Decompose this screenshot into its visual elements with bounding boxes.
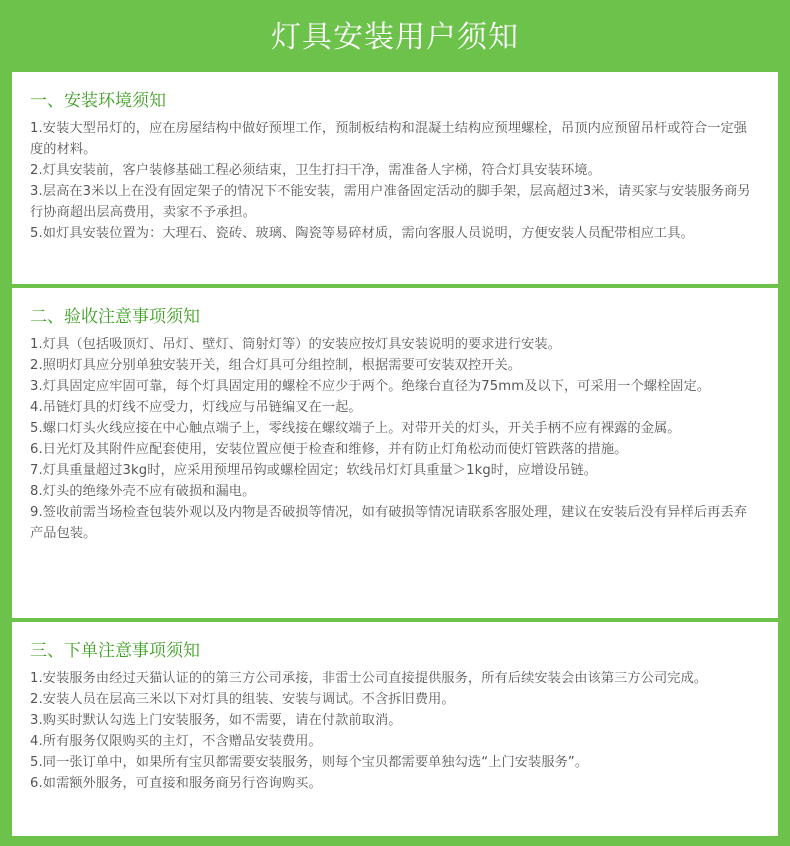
section-title: 三、下单注意事项须知: [30, 641, 200, 661]
list-item: 4.所有服务仅限购买的主灯，不含赠品安装费用。: [30, 734, 322, 749]
list-item: 3.层高在3米以上在没有固定架子的情况下不能安装，需用户准备固定活动的脚手架，层高超过3米，请买家与安装服务商另行协商超出层高费用，卖家不予承担。: [30, 184, 751, 220]
list-item: 2.灯具安装前，客户装修基础工程必须结束，卫生打扫干净，需准备人字梯，符合灯具安装环境。: [30, 163, 601, 178]
list-item: 9.签收前需当场检查包装外观以及内物是否破损等情况，如有破损等情况请联系客服处理，建议在安装后没有异样后再丢弃产品包装。: [30, 505, 748, 541]
section-order-notes: [12, 622, 778, 836]
page-title: 灯具安装用户须知: [271, 20, 519, 55]
section-acceptance-notes: [12, 288, 778, 618]
section-installation-environment: [12, 72, 778, 284]
list-item: 1.安装服务由经过天猫认证的的第三方公司承接，非雷士公司直接提供服务，所有后续安装会由该第三方公司完成。: [30, 671, 708, 686]
list-item: 7.灯具重量超过3kg时，应采用预埋吊钩或螺栓固定；软线吊灯灯具重量＞1kg时，应增设吊链。: [30, 463, 598, 478]
list-item: 5.螺口灯头火线应接在中心触点端子上，零线接在螺纹端子上。对带开关的灯头，开关手柄不应有裸露的金属。: [30, 421, 681, 436]
list-item: 1.灯具（包括吸顶灯、吊灯、壁灯、筒射灯等）的安装应按灯具安装说明的要求进行安装。: [30, 337, 561, 352]
list-item: 8.灯头的绝缘外壳不应有破损和漏电。: [30, 484, 256, 499]
list-item: 6.日光灯及其附件应配套使用，安装位置应便于检查和维修，并有防止灯角松动而使灯管跌落的措施。: [30, 442, 628, 457]
list-item: 3.灯具固定应牢固可靠，每个灯具固定用的螺栓不应少于两个。绝缘台直径为75mm及以下，可采用一个螺栓固定。: [30, 379, 711, 394]
list-item: 5.如灯具安装位置为：大理石、瓷砖、玻璃、陶瓷等易碎材质，需向客服人员说明，方便安装人员配带相应工具。: [30, 226, 694, 241]
list-item: 1.安装大型吊灯的，应在房屋结构中做好预埋工作，预制板结构和混凝土结构应预埋螺栓，吊顶内应预留吊杆或符合一定强度的材料。: [30, 121, 748, 157]
section-title: 二、验收注意事项须知: [30, 307, 200, 327]
list-item: 3.购买时默认勾选上门安装服务，如不需要，请在付款前取消。: [30, 713, 402, 728]
list-item: 4.吊链灯具的灯线不应受力，灯线应与吊链编叉在一起。: [30, 400, 362, 415]
section-title: 一、安装环境须知: [30, 91, 166, 111]
list-item: 2.照明灯具应分别单独安装开关，组合灯具可分组控制，根据需要可安装双控开关。: [30, 358, 522, 373]
list-item: 2.安装人员在层高三米以下对灯具的组装、安装与调试。不含拆旧费用。: [30, 692, 455, 707]
list-item: 6.如需额外服务，可直接和服务商另行咨询购买。: [30, 776, 322, 791]
list-item: 5.同一张订单中，如果所有宝贝都需要安装服务，则每个宝贝都需要单独勾选“上门安装服务”。: [30, 755, 589, 770]
